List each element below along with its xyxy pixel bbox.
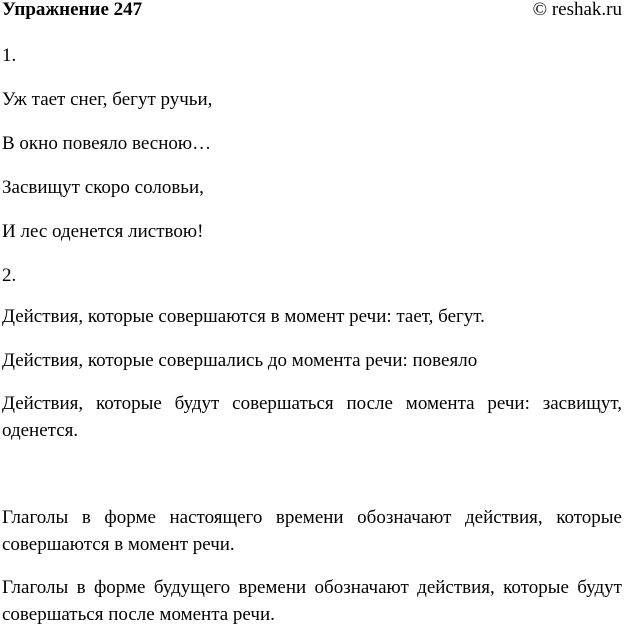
conclusion-future: Глаголы в форме будущего времени обозначают действия, которые будут совершаться после момента речи.	[2, 577, 622, 625]
section-1-number: 1.	[2, 45, 17, 66]
conclusion-present: Глаголы в форме настоящего времени обозначают действия, которые совершаются в момент речи.	[2, 507, 622, 555]
exercise-title: Упражнение 247	[2, 0, 143, 20]
poem-line-3: Засвищут скоро соловьи,	[2, 177, 204, 198]
poem-line-1: Уж тает снег, бегут ручьи,	[2, 89, 213, 110]
poem-line-4: И лес оденется листвою!	[2, 221, 204, 242]
action-present: Действия, которые совершаются в момент речи: тает, бегут.	[2, 306, 485, 327]
section-2-number: 2.	[2, 265, 17, 286]
action-past: Действия, которые совершались до момента речи: повеяло	[2, 350, 478, 371]
action-future: Действия, которые будут совершаться после момента речи: засвищут, оденется.	[2, 393, 622, 441]
poem-line-2: В окно повеяло весною…	[2, 133, 212, 154]
watermark: © reshak.ru	[532, 0, 622, 20]
